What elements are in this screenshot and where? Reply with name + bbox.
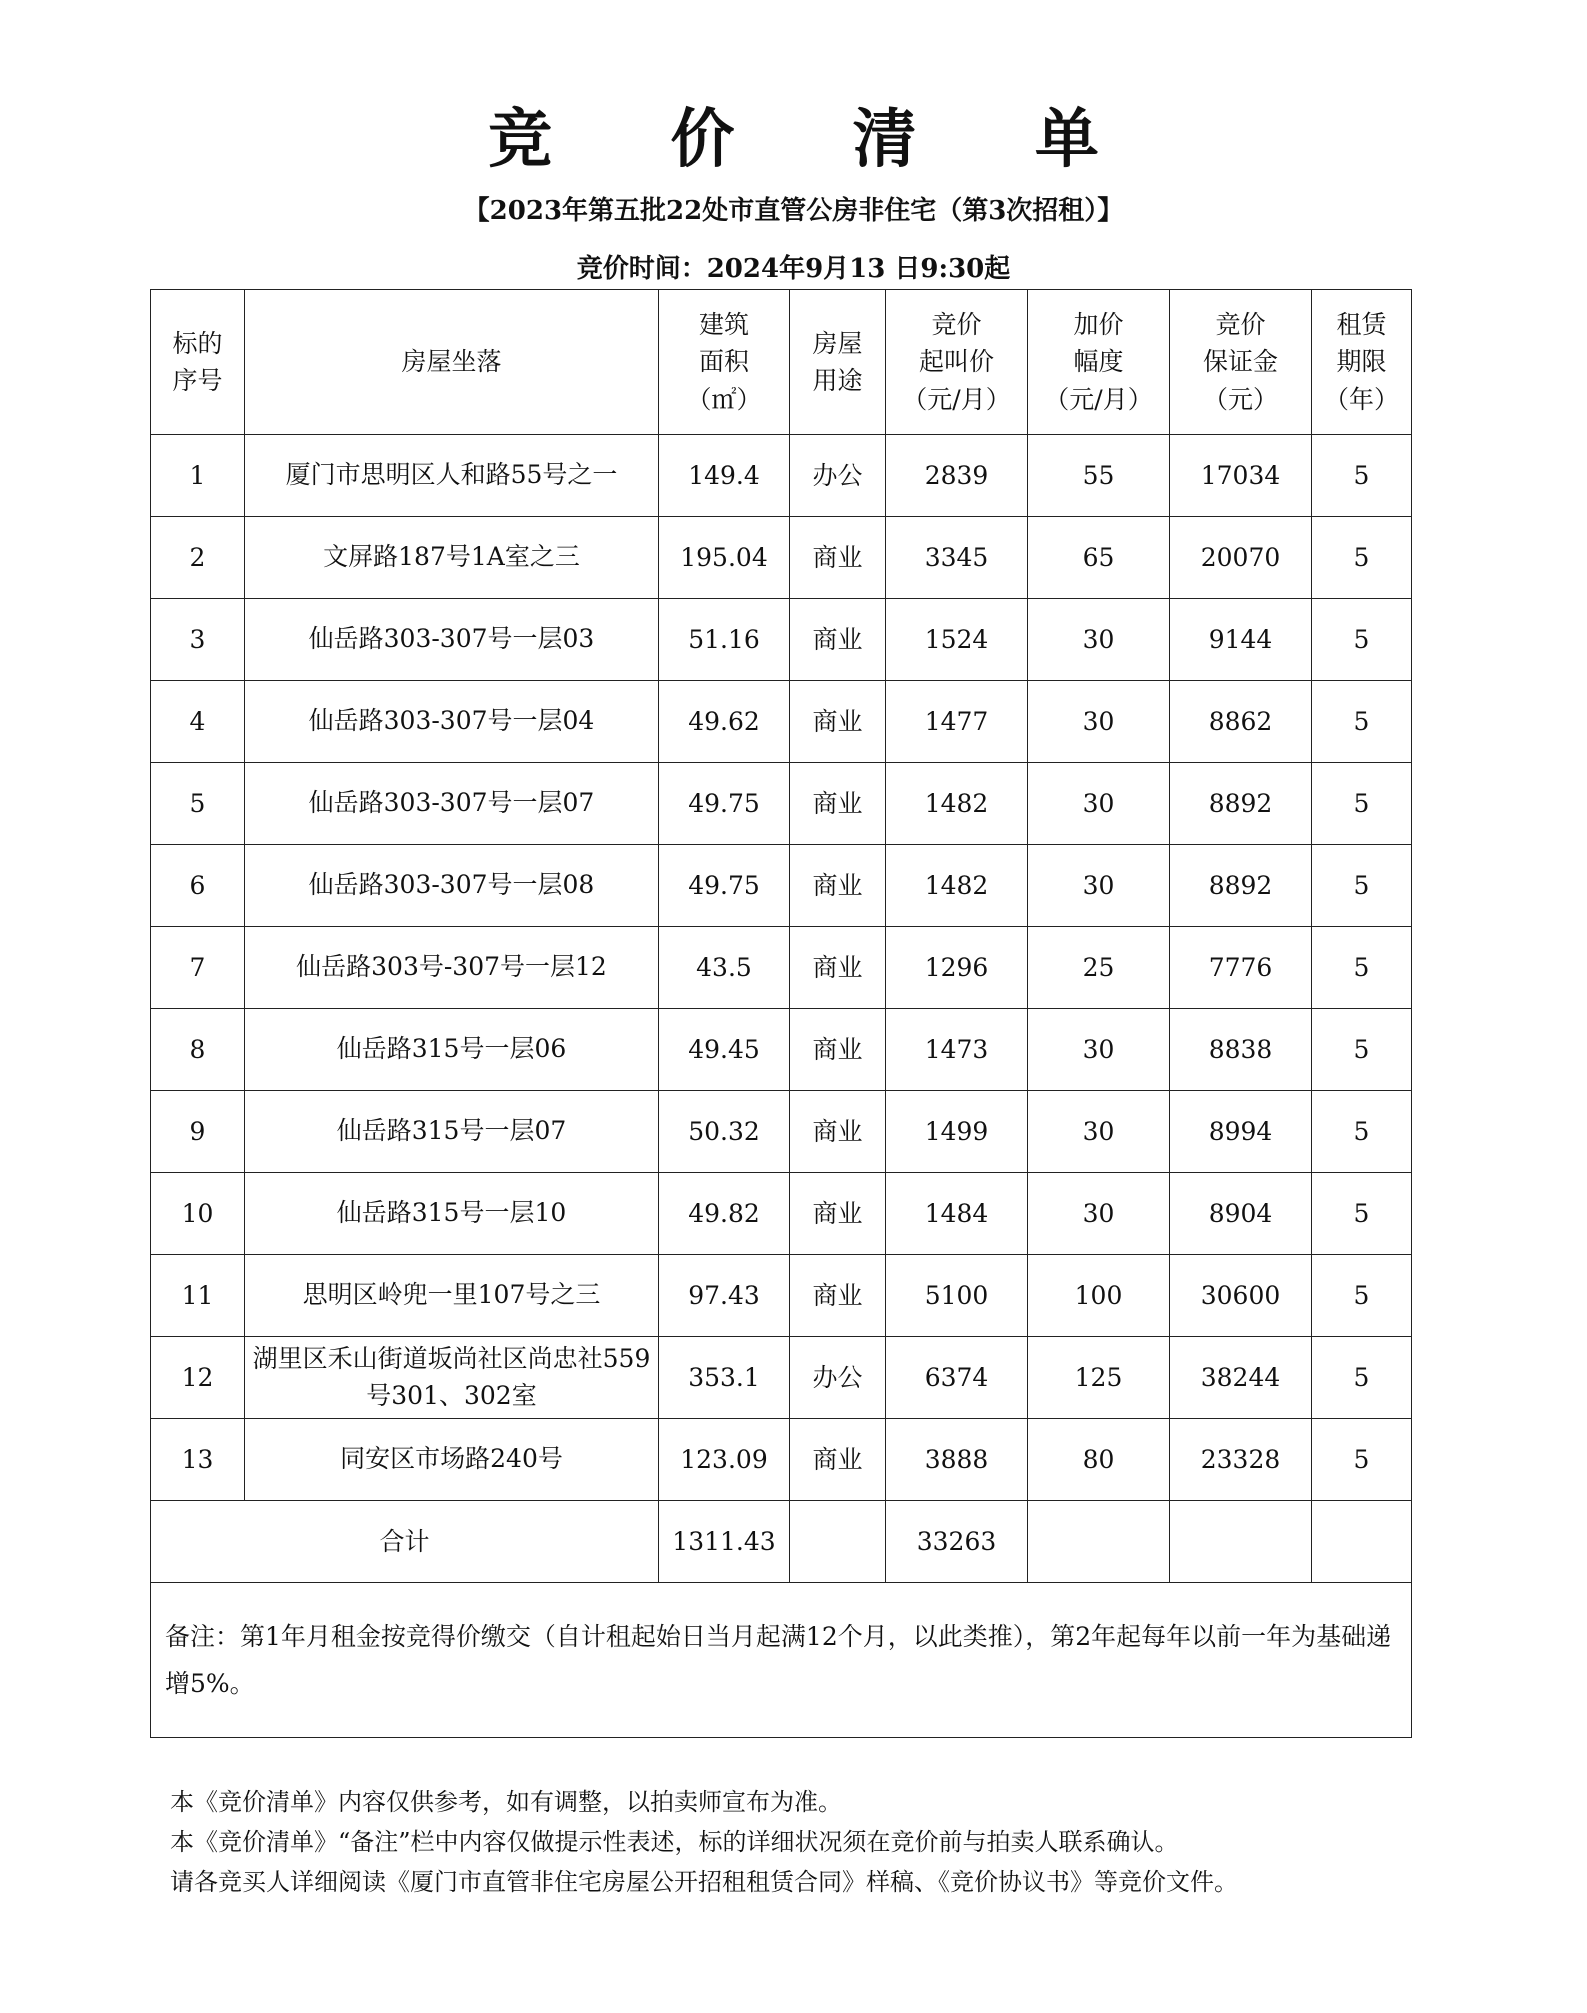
table-row: [151, 517, 1412, 599]
cell-lease-term: 5: [1312, 1419, 1412, 1501]
table-row: [151, 599, 1412, 681]
cell-use: 商业: [790, 1255, 886, 1337]
cell-seq: 10: [151, 1173, 245, 1255]
cell-area: 49.82: [659, 1173, 790, 1255]
table-row: [151, 1255, 1412, 1337]
cell-lease-term: 5: [1312, 1009, 1412, 1091]
cell-area: 49.75: [659, 845, 790, 927]
cell-start-price: 1477: [886, 681, 1028, 763]
header-increment-text: 加价 幅度 （元/月）: [1044, 309, 1153, 414]
cell-increment: 125: [1028, 1337, 1170, 1419]
cell-use: 办公: [790, 435, 886, 517]
cell-deposit: 8904: [1170, 1173, 1312, 1255]
cell-deposit: 8838: [1170, 1009, 1312, 1091]
document-subtitle: 【2023年第五批22处市直管公房非住宅（第3次招租）】: [463, 196, 1124, 226]
header-use: [790, 290, 886, 435]
cell-area: 353.1: [659, 1337, 790, 1419]
cell-use: 商业: [790, 845, 886, 927]
cell-start-price: 1482: [886, 845, 1028, 927]
cell-start-price: 1484: [886, 1173, 1028, 1255]
cell-area: 49.45: [659, 1009, 790, 1091]
header-lease-term-text: 租赁 期限 （年）: [1323, 309, 1399, 414]
cell-lease-term: 5: [1312, 435, 1412, 517]
table-row: [151, 845, 1412, 927]
header-start-price-text: 竞价 起叫价 （元/月）: [902, 309, 1011, 414]
cell-area: 195.04: [659, 517, 790, 599]
header-lease-term: [1312, 290, 1412, 435]
cell-use: 商业: [790, 927, 886, 1009]
cell-location: 仙岳路303号-307号一层12: [245, 927, 659, 1009]
cell-start-price: 1499: [886, 1091, 1028, 1173]
cell-area: 97.43: [659, 1255, 790, 1337]
cell-increment: 30: [1028, 1009, 1170, 1091]
cell-use: 商业: [790, 517, 886, 599]
cell-start-price: 3345: [886, 517, 1028, 599]
cell-increment: 55: [1028, 435, 1170, 517]
footer-line: 本《竞价清单》内容仅供参考，如有调整，以拍卖师宣布为准。: [170, 1788, 842, 1816]
cell-start-price: 1482: [886, 763, 1028, 845]
cell-seq: 8: [151, 1009, 245, 1091]
cell-start-price: 2839: [886, 435, 1028, 517]
total-start-price: 33263: [886, 1501, 1028, 1583]
table-row: [151, 435, 1412, 517]
cell-seq: 7: [151, 927, 245, 1009]
total-row: [151, 1501, 1412, 1583]
note-text: 备注：第1年月租金按竞得价缴交（自计租起始日当月起满12个月，以此类推），第2年起每年以前一年为基础递增5%。: [151, 1583, 1412, 1738]
table-row: [151, 1419, 1412, 1501]
cell-increment: 80: [1028, 1419, 1170, 1501]
cell-use: 商业: [790, 763, 886, 845]
cell-increment: 30: [1028, 763, 1170, 845]
cell-use: 商业: [790, 1173, 886, 1255]
header-seq-text: 标的 序号: [172, 328, 223, 395]
cell-area: 51.16: [659, 599, 790, 681]
cell-lease-term: 5: [1312, 681, 1412, 763]
header-increment: [1028, 290, 1170, 435]
cell-lease-term: 5: [1312, 763, 1412, 845]
table-row: [151, 1173, 1412, 1255]
cell-area: 43.5: [659, 927, 790, 1009]
document-title: 竞 价 清 单: [488, 102, 1147, 177]
cell-seq: 3: [151, 599, 245, 681]
header-deposit-text: 竞价 保证金 （元）: [1202, 309, 1278, 414]
table-row: [151, 681, 1412, 763]
header-location-text: 房屋坐落: [401, 347, 502, 377]
note-row: [151, 1583, 1412, 1738]
cell-increment: 100: [1028, 1255, 1170, 1337]
cell-location: 仙岳路303-307号一层03: [245, 599, 659, 681]
auction-time: 竞价时间：2024年9月13 日9:30起: [576, 254, 1011, 284]
cell-lease-term: 5: [1312, 1255, 1412, 1337]
cell-location: 仙岳路315号一层06: [245, 1009, 659, 1091]
cell-seq: 2: [151, 517, 245, 599]
cell-deposit: 17034: [1170, 435, 1312, 517]
cell-start-price: 1524: [886, 599, 1028, 681]
cell-seq: 1: [151, 435, 245, 517]
header-row: [151, 290, 1412, 435]
cell-deposit: 8892: [1170, 845, 1312, 927]
cell-deposit: 7776: [1170, 927, 1312, 1009]
cell-start-price: 1296: [886, 927, 1028, 1009]
cell-location: 仙岳路303-307号一层04: [245, 681, 659, 763]
cell-location: 思明区岭兜一里107号之三: [245, 1255, 659, 1337]
cell-deposit: 8892: [1170, 763, 1312, 845]
cell-increment: 30: [1028, 1173, 1170, 1255]
cell-location: 湖里区禾山街道坂尚社区尚忠社559号301、302室: [245, 1337, 659, 1419]
header-area: [659, 290, 790, 435]
header-start-price: [886, 290, 1028, 435]
cell-seq: 11: [151, 1255, 245, 1337]
total-label: 合计: [151, 1501, 659, 1583]
cell-seq: 12: [151, 1337, 245, 1419]
cell-use: 商业: [790, 681, 886, 763]
cell-area: 149.4: [659, 435, 790, 517]
cell-lease-term: 5: [1312, 1173, 1412, 1255]
cell-increment: 30: [1028, 1091, 1170, 1173]
cell-location: 仙岳路303-307号一层08: [245, 845, 659, 927]
cell-use: 商业: [790, 1091, 886, 1173]
header-deposit: [1170, 290, 1312, 435]
cell-use: 商业: [790, 599, 886, 681]
cell-deposit: 8862: [1170, 681, 1312, 763]
cell-deposit: 9144: [1170, 599, 1312, 681]
header-use-text: 房屋 用途: [812, 328, 863, 395]
table-row: [151, 1091, 1412, 1173]
footer-line: 本《竞价清单》“备注”栏中内容仅做提示性表述，标的详细状况须在竞价前与拍卖人联系确认。: [170, 1828, 1179, 1856]
cell-location: 仙岳路315号一层10: [245, 1173, 659, 1255]
cell-location: 仙岳路315号一层07: [245, 1091, 659, 1173]
table-row: [151, 1009, 1412, 1091]
table-row: [151, 763, 1412, 845]
header-location: [245, 290, 659, 435]
cell-area: 49.62: [659, 681, 790, 763]
cell-location: 仙岳路303-307号一层07: [245, 763, 659, 845]
cell-area: 50.32: [659, 1091, 790, 1173]
cell-area: 49.75: [659, 763, 790, 845]
footer-notes: [170, 1782, 1410, 1902]
cell-seq: 5: [151, 763, 245, 845]
cell-deposit: 8994: [1170, 1091, 1312, 1173]
table-row: [151, 927, 1412, 1009]
cell-increment: 30: [1028, 681, 1170, 763]
cell-start-price: 5100: [886, 1255, 1028, 1337]
cell-lease-term: 5: [1312, 517, 1412, 599]
cell-deposit: 20070: [1170, 517, 1312, 599]
cell-use: 商业: [790, 1419, 886, 1501]
cell-deposit: 30600: [1170, 1255, 1312, 1337]
cell-increment: 65: [1028, 517, 1170, 599]
cell-location: 文屏路187号1A室之三: [245, 517, 659, 599]
total-use-empty: [790, 1501, 886, 1583]
cell-seq: 9: [151, 1091, 245, 1173]
cell-lease-term: 5: [1312, 599, 1412, 681]
table-row: [151, 1337, 1412, 1419]
cell-start-price: 3888: [886, 1419, 1028, 1501]
header-seq: [151, 290, 245, 435]
total-area: 1311.43: [659, 1501, 790, 1583]
footer-line: 请各竞买人详细阅读《厦门市直管非住宅房屋公开招租租赁合同》样稿、《竞价协议书》等竞价文件。: [170, 1868, 1238, 1896]
total-deposit-empty: [1170, 1501, 1312, 1583]
cell-use: 办公: [790, 1337, 886, 1419]
cell-increment: 30: [1028, 845, 1170, 927]
cell-lease-term: 5: [1312, 1337, 1412, 1419]
cell-location: 厦门市思明区人和路55号之一: [245, 435, 659, 517]
cell-lease-term: 5: [1312, 927, 1412, 1009]
total-increment-empty: [1028, 1501, 1170, 1583]
cell-lease-term: 5: [1312, 845, 1412, 927]
cell-increment: 25: [1028, 927, 1170, 1009]
cell-seq: 4: [151, 681, 245, 763]
cell-start-price: 1473: [886, 1009, 1028, 1091]
total-lease-empty: [1312, 1501, 1412, 1583]
cell-lease-term: 5: [1312, 1091, 1412, 1173]
cell-deposit: 38244: [1170, 1337, 1312, 1419]
cell-use: 商业: [790, 1009, 886, 1091]
cell-deposit: 23328: [1170, 1419, 1312, 1501]
cell-location: 同安区市场路240号: [245, 1419, 659, 1501]
auction-list-table: [150, 289, 1412, 1738]
cell-seq: 6: [151, 845, 245, 927]
cell-area: 123.09: [659, 1419, 790, 1501]
header-area-text: 建筑 面积 （㎡）: [686, 309, 762, 414]
cell-increment: 30: [1028, 599, 1170, 681]
cell-start-price: 6374: [886, 1337, 1028, 1419]
cell-seq: 13: [151, 1419, 245, 1501]
